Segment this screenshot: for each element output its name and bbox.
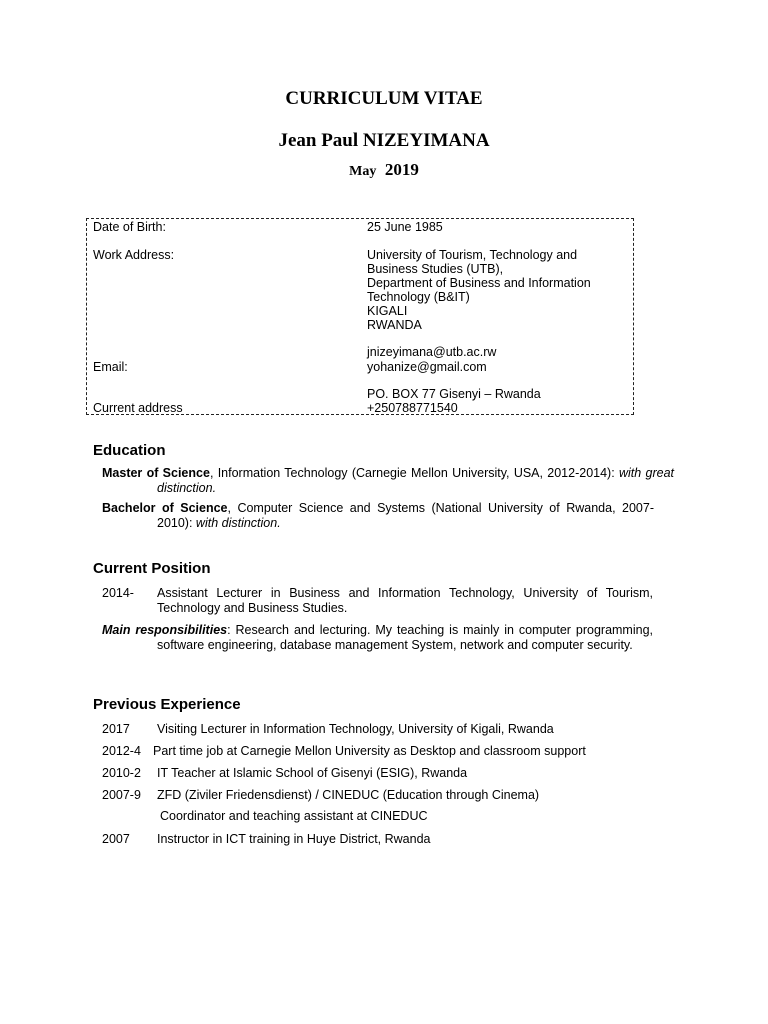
experience-text: IT Teacher at Islamic School of Gisenyi (ESIG), Rwanda <box>157 766 468 780</box>
experience-text: Part time job at Carnegie Mellon University as Desktop and classroom support <box>153 744 586 758</box>
cv-date <box>0 160 768 180</box>
experience-year: 2012-4 <box>102 744 141 758</box>
position-description: Assistant Lecturer in Business and Information Technology, University of Tourism, Technology and Business Studies. <box>157 586 653 615</box>
date-month: May <box>349 164 377 179</box>
responsibilities <box>102 623 653 652</box>
experience-year: 2010-2 <box>102 766 141 780</box>
address-line-1: PO. BOX 77 Gisenyi – Rwanda <box>367 387 541 401</box>
work-address-line: University of Tourism, Technology and <box>367 248 578 262</box>
experience-year: 2007 <box>102 832 130 846</box>
dob-label: Date of Birth: <box>93 220 166 234</box>
degree-details: , Computer Science and Systems (National University of Rwanda, 2007-2010): <box>157 501 654 530</box>
experience-text: ZFD (Ziviler Friedensdienst) / CINEDUC (Education through Cinema) <box>157 788 540 802</box>
previous-experience-heading: Previous Experience <box>93 696 241 713</box>
current-address-label: Current address <box>93 401 183 415</box>
responsibilities-text: : Research and lecturing. My teaching is mainly in computer programming, software engineering, database management System, network and computer security. <box>157 623 654 652</box>
work-address-line: RWANDA <box>367 318 422 332</box>
experience-text: Visiting Lecturer in Information Technology, University of Kigali, Rwanda <box>157 722 554 736</box>
dob-value: 25 June 1985 <box>367 220 443 234</box>
person-name: Jean Paul NIZEYIMANA <box>278 130 490 151</box>
responsibilities-label: Main responsibilities <box>102 623 228 637</box>
position-year: 2014- <box>102 586 134 600</box>
date-year: 2019 <box>384 160 419 179</box>
work-address-label: Work Address: <box>93 248 175 262</box>
education-item <box>102 466 674 495</box>
degree: Bachelor of Science <box>102 501 228 515</box>
email-label: Email: <box>93 360 128 374</box>
experience-year: 2017 <box>102 722 130 736</box>
degree-honor: with distinction. <box>195 515 281 530</box>
work-address-line: KIGALI <box>367 304 408 318</box>
email-2: yohanize@gmail.com <box>367 360 487 374</box>
education-heading: Education <box>93 442 166 459</box>
education-item <box>102 501 654 530</box>
work-address <box>367 248 591 332</box>
email-1: jnizeyimana@utb.ac.rw <box>367 345 497 359</box>
current-position-heading: Current Position <box>93 560 211 577</box>
document-title: CURRICULUM VITAE <box>285 88 483 109</box>
work-address-line: Department of Business and Information <box>367 276 591 290</box>
experience-text: Instructor in ICT training in Huye District, Rwanda <box>157 832 431 846</box>
address-line-2: +250788771540 <box>367 401 458 415</box>
degree-details: , Information Technology (Carnegie Mellon University, USA, 2012-2014): <box>209 466 619 480</box>
work-address-line: Business Studies (UTB), <box>367 262 504 276</box>
degree: Master of Science <box>102 466 210 480</box>
experience-year: 2007-9 <box>102 788 141 802</box>
work-address-line: Technology (B&IT) <box>367 290 470 304</box>
degree-honor: with great distinction. <box>157 466 675 495</box>
experience-text: Coordinator and teaching assistant at CINEDUC <box>160 809 428 823</box>
